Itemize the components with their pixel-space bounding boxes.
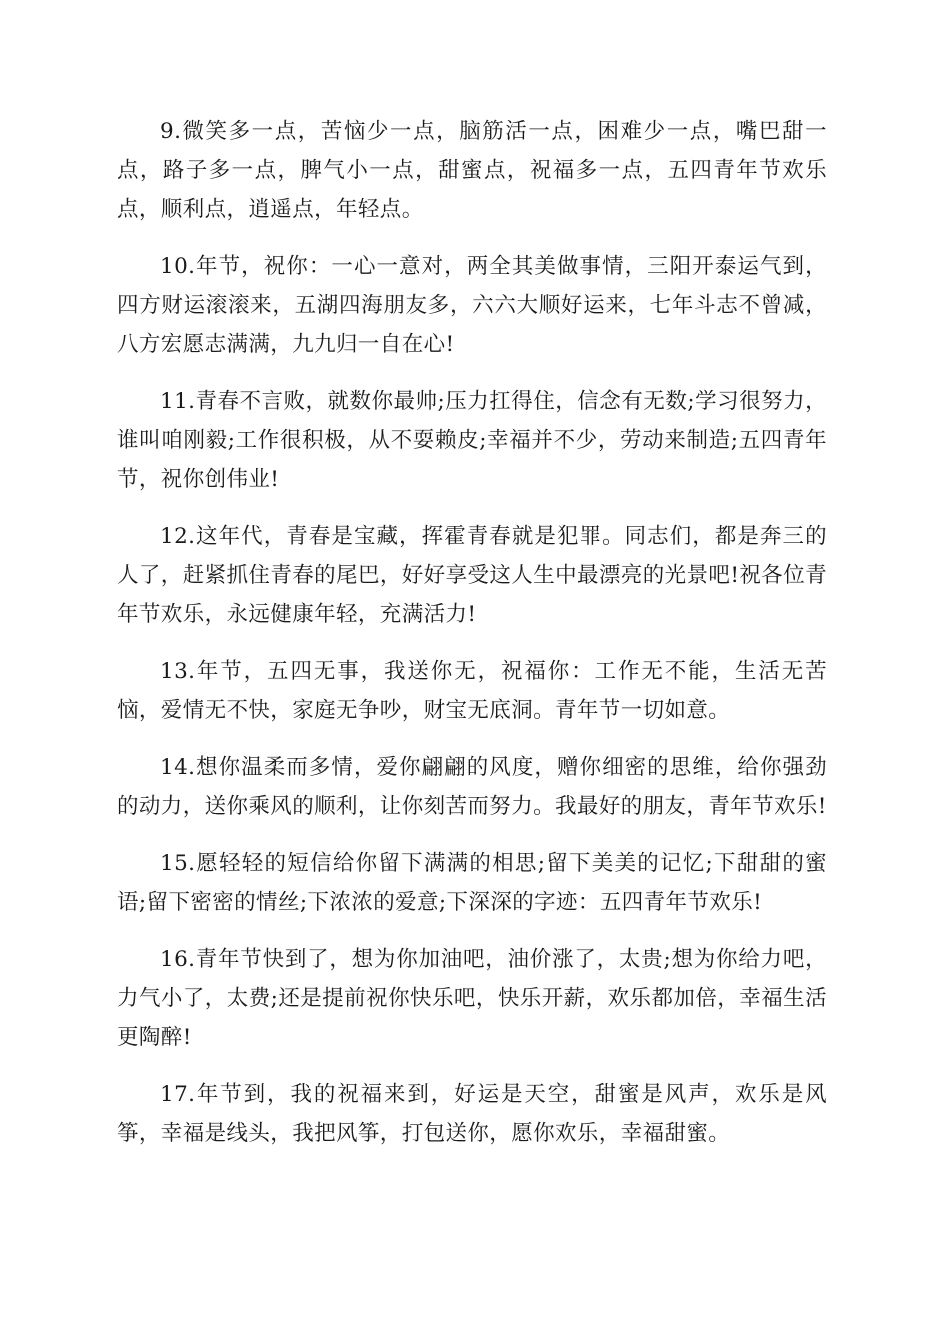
paragraph-16: 16.青年节快到了，想为你加油吧，油价涨了，太贵;想为你给力吧，力气小了，太费;还是提前祝你快乐吧，快乐开薪，欢乐都加倍，幸福生活更陶醉! [117, 947, 827, 1050]
paragraph-9: 9.微笑多一点，苦恼少一点，脑筋活一点，困难少一点，嘴巴甜一点，路子多一点，脾气小一点，甜蜜点，祝福多一点，五四青年节欢乐点，顺利点，逍遥点，年轻点。 [117, 119, 827, 222]
paragraph-10: 10.年节，祝你：一心一意对，两全其美做事情，三阳开泰运气到，四方财运滚滚来，五湖四海朋友多，六六大顺好运来，七年斗志不曾减，八方宏愿志满满，九九归一自在心! [117, 254, 827, 357]
paragraph-15: 15.愿轻轻的短信给你留下满满的相思;留下美美的记忆;下甜甜的蜜语;留下密密的情丝;下浓浓的爱意;下深深的字迹：五四青年节欢乐! [117, 851, 827, 915]
paragraph-13: 13.年节，五四无事，我送你无，祝福你：工作无不能，生活无苦恼，爱情无不快，家庭无争吵，财宝无底洞。青年节一切如意。 [117, 659, 827, 723]
paragraph-12: 12.这年代，青春是宝藏，挥霍青春就是犯罪。同志们，都是奔三的人了，赶紧抓住青春的尾巴，好好享受这人生中最漂亮的光景吧!祝各位青年节欢乐，永远健康年轻，充满活力! [117, 524, 827, 627]
document-body [117, 112, 827, 1171]
paragraph-14: 14.想你温柔而多情，爱你翩翩的风度，赠你细密的思维，给你强劲的动力，送你乘风的顺利，让你刻苦而努力。我最好的朋友，青年节欢乐! [117, 755, 827, 819]
paragraph-17: 17.年节到，我的祝福来到，好运是天空，甜蜜是风声，欢乐是风筝，幸福是线头，我把风筝，打包送你，愿你欢乐，幸福甜蜜。 [117, 1082, 827, 1146]
paragraph-11: 11.青春不言败，就数你最帅;压力扛得住，信念有无数;学习很努力，谁叫咱刚毅;工作很积极，从不耍赖皮;幸福并不少，劳动来制造;五四青年节，祝你创伟业! [117, 389, 827, 492]
